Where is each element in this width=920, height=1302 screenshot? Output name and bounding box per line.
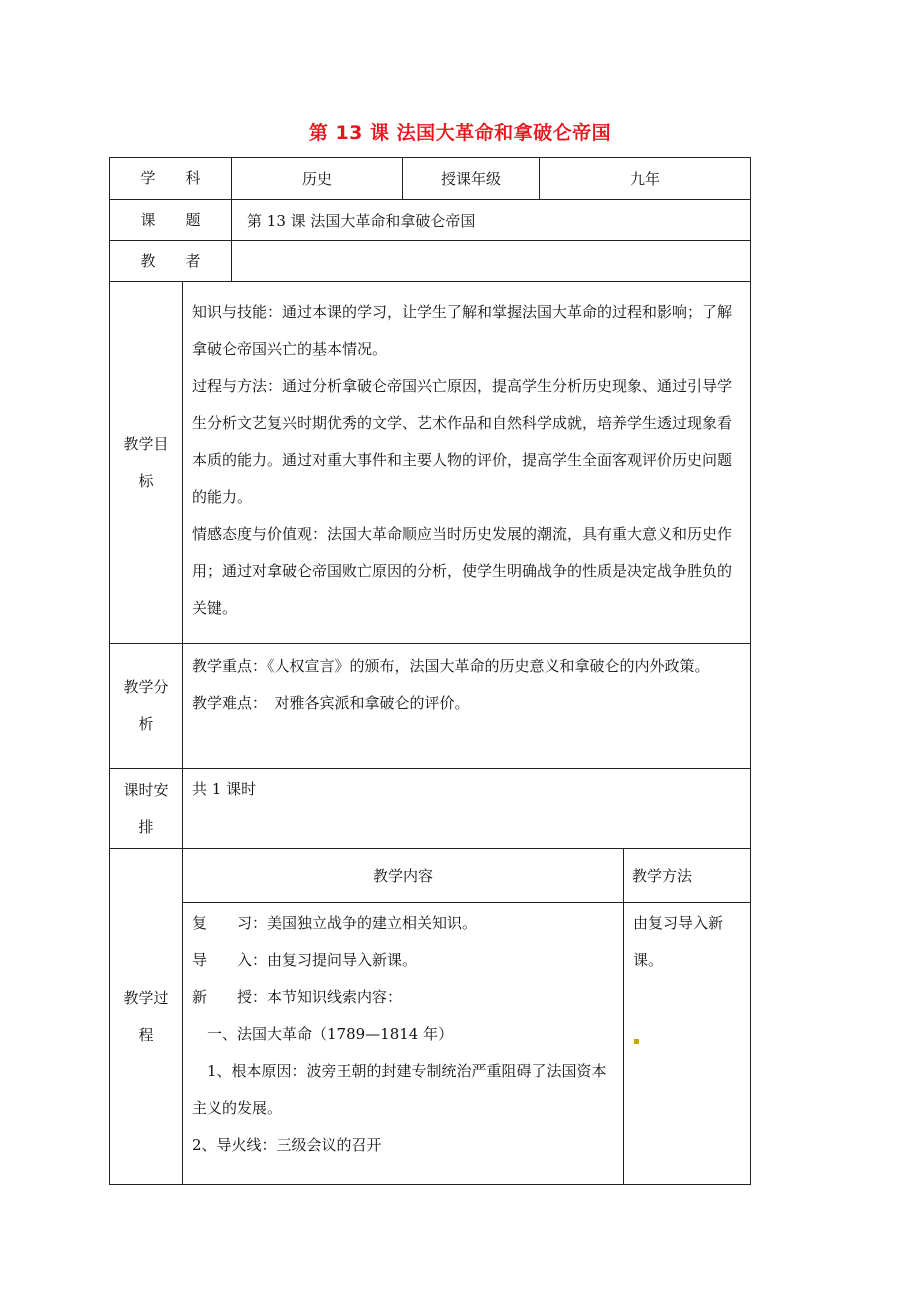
objectives-label <box>110 282 183 644</box>
subject-label: 学 科 <box>110 158 232 200</box>
subject-value: 历史 <box>232 158 403 200</box>
analysis-row <box>110 644 751 769</box>
analysis-label <box>110 644 183 769</box>
schedule-value: 共 1 课时 <box>183 769 751 849</box>
objective-process: 过程与方法：通过分析拿破仑帝国兴亡原因，提高学生分析历史现象、通过引导学生分析文艺复兴时期优秀的文学、艺术作品和自然科学成就，培养学生透过现象看本质的能力。通过对重大事件和主要人物的评价，提高学生全面客观评价历史问题的能力。 <box>192 377 733 506</box>
lesson-plan-table <box>109 157 751 1185</box>
objective-knowledge: 知识与技能：通过本课的学习，让学生了解和掌握法国大革命的过程和影响；了解拿破仑帝国兴亡的基本情况。 <box>192 303 733 358</box>
process-header-row <box>110 849 751 903</box>
process-body-row <box>110 903 751 1185</box>
process-content <box>183 903 624 1185</box>
process-label <box>110 849 183 1185</box>
analysis-key-point: 教学重点：《人权宣言》的颁布，法国大革命的历史意义和拿破仑的内外政策。 <box>192 657 710 675</box>
process-review: 复 习：美国独立战争的建立相关知识。 <box>192 914 478 932</box>
process-section-heading: 一、法国大革命（1789—1814 年） <box>192 1025 454 1043</box>
method-dot: ▪ <box>633 1036 640 1047</box>
teacher-row <box>110 241 751 282</box>
teacher-label: 教 者 <box>110 241 232 282</box>
topic-row <box>110 200 751 241</box>
header-row <box>110 158 751 200</box>
schedule-label <box>110 769 183 849</box>
objectives-label-line1: 教学目 <box>123 434 169 453</box>
analysis-label-line1: 教学分 <box>123 678 169 696</box>
process-point-1: 1、根本原因：波旁王朝的封建专制统治严重阻碍了法国资本主义的发展。 <box>192 1062 607 1117</box>
teacher-value <box>232 241 751 282</box>
process-new-lesson: 新 授：本节知识线索内容： <box>192 988 403 1006</box>
method-header: 教学方法 <box>624 849 751 903</box>
process-method <box>624 903 751 1185</box>
schedule-label-line1: 课时安 <box>123 780 169 799</box>
analysis-label-line2: 析 <box>138 715 154 733</box>
process-label-line2: 程 <box>138 1025 154 1044</box>
objectives-content <box>183 282 751 644</box>
content-header: 教学内容 <box>183 849 624 903</box>
schedule-label-line2: 排 <box>138 817 154 836</box>
method-text: 由复习导入新课。 <box>633 914 724 969</box>
analysis-content <box>183 644 751 769</box>
process-intro: 导 入：由复习提问导入新课。 <box>192 951 418 969</box>
page-title: 第 13 课 法国大革命和拿破仑帝国 <box>308 122 612 144</box>
objective-attitude: 情感态度与价值观：法国大革命顺应当时历史发展的潮流，具有重大意义和历史作用；通过对拿破仑帝国败亡原因的分析，使学生明确战争的性质是决定战争胜负的关键。 <box>192 525 733 617</box>
grade-value: 九年 <box>540 158 751 200</box>
schedule-row <box>110 769 751 849</box>
process-label-line1: 教学过 <box>123 988 169 1007</box>
objectives-label-line2: 标 <box>138 471 154 490</box>
process-point-2: 2、导火线：三级会议的召开 <box>192 1136 382 1154</box>
topic-value: 第 13 课 法国大革命和拿破仑帝国 <box>232 200 751 241</box>
grade-label: 授课年级 <box>403 158 540 200</box>
objectives-row <box>110 282 751 644</box>
topic-label: 课 题 <box>110 200 232 241</box>
analysis-difficulty: 教学难点： 对雅各宾派和拿破仑的评价。 <box>192 694 470 712</box>
